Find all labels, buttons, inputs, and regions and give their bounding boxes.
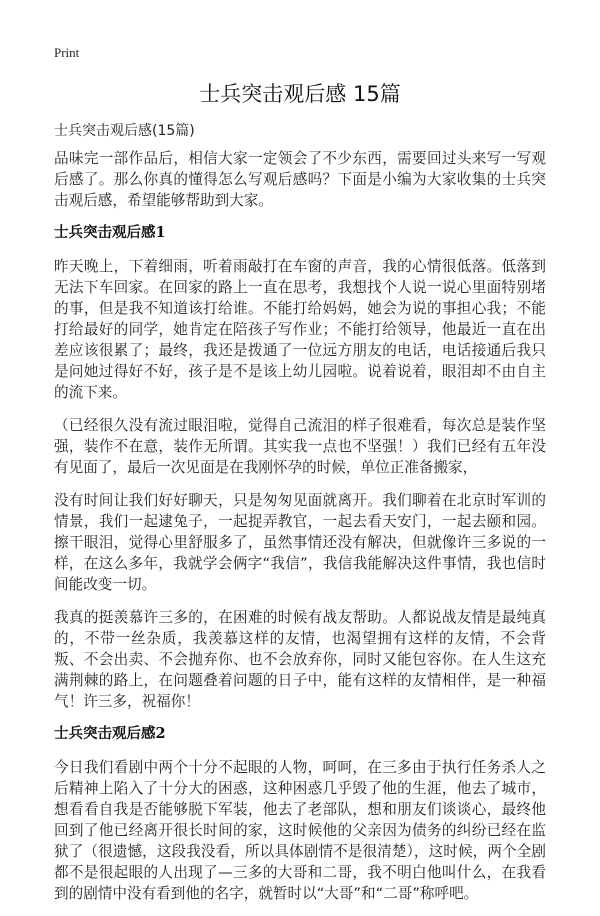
intro-paragraph: 品味完一部作品后，相信大家一定领会了不少东西，需要回过头来写一写观后感了。那么你真的懂得怎么写观后感吗？下面是小编为大家收集的士兵突击观后感，希望能够帮助到大家。 xyxy=(54,150,546,209)
document-body xyxy=(54,148,546,916)
section-paragraph: （已经很久没有流过眼泪啦，觉得自己流泪的样子很难看，每次总是装作坚强，装作不在意，装作无所谓。其实我一点也不坚强！）我们已经有五年没有见面了，最后一次见面是在我刚怀孕的时候，单位正准备搬家， xyxy=(54,417,546,476)
section-paragraph: 今日我们看剧中两个十分不起眼的人物，呵呵，在三多由于执行任务杀人之后精神上陷入了十分大的困惑，这种困惑几乎毁了他的生涯，他去了城市，想看看自我是否能够脱下军装，他去了老部队，想和朋友们谈谈心，最终他回到了他已经离开很长时间的家，这时候他的父亲因为债务的纠纷已经在监狱了（很遗憾，这段我没看，所以具体剧情不是很清楚），这时候，两个全剧都不是很起眼的人出现了—三多的大哥和二哥，我不明白他叫什么，在我看到的剧情中没有看到他的名字，就暂时以“大哥”和“二哥”称呼吧。 xyxy=(54,759,546,902)
print-label: Print xyxy=(54,45,80,60)
section-heading: 士兵突击观后感2 xyxy=(54,725,166,742)
page-title: 士兵突击观后感 15篇 xyxy=(199,82,401,106)
section-paragraph: 昨天晚上，下着细雨，听着雨敲打在车窗的声音，我的心情很低落。低落到无法下车回家。在回家的路上一直在思考，我想找个人说一说心里面特别堵的事，但是我不知道该打给谁。不能打给妈妈，她会为说的事担心我；不能打给最好的同学，她肯定在陪孩子写作业；不能打给领导，他最近一直在出差应该很累了；最终，我还是拨通了一位远方朋友的电话，电话接通后我只是问她过得好不好，孩子是不是该上幼儿园啦。说着说着，眼泪却不由自主的流下来。 xyxy=(54,258,546,401)
section-paragraph: 我真的挺羡慕许三多的，在困难的时候有战友帮助。人都说战友情是最纯真的，不带一丝杂质，我羡慕这样的友情，也渴望拥有这样的友情，不会背叛、不会出卖、不会抛弃你、也不会放弃你，同时又能包容你。在人生这充满荆棘的路上，在问题叠着问题的日子中，能有这样的友情相伴，是一种福气！许三多，祝福你！ xyxy=(54,609,546,710)
section-heading: 士兵突击观后感1 xyxy=(54,224,166,241)
document-subtitle: 士兵突击观后感(15篇) xyxy=(54,123,195,139)
section-paragraph: 没有时间让我们好好聊天，只是匆匆见面就离开。我们聊着在北京时军训的情景，我们一起逮兔子，一起捉弄教官，一起去看天安门，一起去颐和园。擦干眼泪，觉得心里舒服多了，虽然事情还没有解决，但就像许三多说的一样，在这么多年，我就学会俩字“我信”，我信我能解决这件事情，我也信时间能改变一切。 xyxy=(54,492,546,593)
